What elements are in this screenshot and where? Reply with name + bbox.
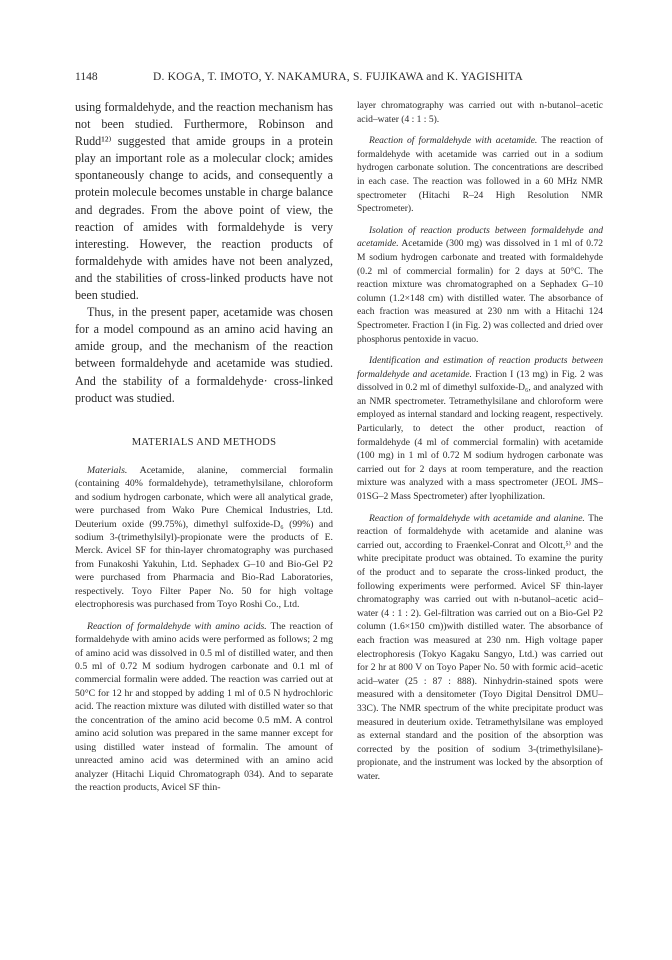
identification-title: Identification and estimation of reaction products between formaldehyde and acetamide. [357, 355, 603, 380]
identification-paragraph [357, 354, 603, 504]
section-heading: MATERIALS AND METHODS [131, 436, 277, 448]
acetamide-paragraph [357, 134, 603, 216]
page-number: 1148 [75, 71, 98, 83]
continued-paragraph: layer chromatography was carried out with n-butanol–acetic acid–water (4 : 1 : 5). [357, 100, 603, 125]
materials-body: Acetamide, alanine, commercial formalin (containing 40% formaldehyde), tetramethylsilane, chloroform and sodium hydrogen carbonate, which were all analytical grade, were purchased from Wako Pure Chemical Industries, Ltd. Deuterium oxide (99.75%), dimethyl sulfoxide-D₆ (99%) and sodium 3-(trimethylsilyl)-propionate were the products of E. Merck. Avicel SF for thin-layer chromatography was purchased from Funakoshi Yakuhin, Ltd. Sephadex G–10 and Bio-Gel P2 were purchased from Pharmacia and Bio-Rad Laboratories, respectively. Toyo Filter Paper No. 50 for high voltage electrophoresis was purchased from Toyo Roshi Co., Ltd. [75, 464, 333, 611]
isolation-title: Isolation of reaction products between formaldehyde and acetamide. [357, 224, 603, 250]
amino-acid-body: The reaction of formaldehyde with amino acids were performed as follows; 2 mg of amino acid was dissolved in 0.5 ml of distilled water, and then 0.5 ml of 0.72 M sodium hydrogen carbonate and 0.1 ml of commercial formalin were added. The reaction was carried out at 50°C for 12 hr and stopped by adding 1 ml of 0.5 N hydrochloric acid. The reaction mixture was diluted with distilled water so that the concentration of the amino acid become 0.5 mM. A control amino acid solution was prepared in the same manner except for using distilled water instead of formalin. The amount of unreacted amino acid was determined with an amino acid analyzer (Hitachi Liquid Chromatograph 034). And to separate the reaction products, Avicel SF thin- [75, 620, 333, 794]
isolation-body: Acetamide (300 mg) was dissolved in 1 ml of 0.72 M sodium hydrogen carbonate and treated with formaldehyde (0.2 ml of commercial formalin) for 2 days at 50°C. The reaction mixture was chromatographed on a Sephadex G–10 column (1.2×148 cm) with distilled water. The absorbance of each fraction was measured at 230 nm with a Hitachi 124 Spectrometer. Fraction I (in Fig. 2) was collected and dried over phosphorus pentoxide in vacuo. [357, 238, 603, 345]
intro-paragraph-2: Thus, in the present paper, acetamide was chosen for a model compound as an amino acid having an amide group, and the mechanism of the reaction between formaldehyde and acetamide was studied. And the stability of a formaldehyde· cross-linked product was studied. [75, 305, 333, 405]
materials-paragraph [75, 464, 333, 612]
alanine-paragraph [357, 512, 603, 784]
left-column [75, 99, 333, 795]
amino-acid-paragraph [75, 620, 333, 795]
materials-title: Materials. [87, 464, 128, 476]
amino-acid-title: Reaction of formaldehyde with amino acids. [87, 620, 267, 632]
acetamide-body: The reaction of formaldehyde with acetamide was carried out in a sodium hydrogen carbonate solution. The concentrations are described in each case. The reaction was followed in a 60 MHz NMR spectrometer (Hitachi R–24 High Resolution NMR Spectrometer). [357, 135, 604, 215]
intro-paragraph-1: using formaldehyde, and the reaction mechanism has not been studied. Furthermore, Robinson and Rudd¹²⁾ suggested that amide groups in a protein play an important role as a molecular clock; amides spontaneously change to acids, and consequently a protein molecule becomes unstable in charge balance and degrades. From the above point of view, the reaction of amides with formaldehyde is very interesting. However, the reaction products of formaldehyde with amides have not been analyzed, and the stabilities of cross-linked products have not been studied. [75, 100, 333, 303]
running-title: D. KOGA, T. IMOTO, Y. NAKAMURA, S. FUJIKAWA and K. YAGISHITA [152, 71, 524, 83]
alanine-body: The reaction of formaldehyde with acetamide and alanine was carried out, according to Fraenkel-Conrat and Olcott,⁵⁾ and the white precipitate product was obtained. To examine the purity of the product and to separate the cross-linked product, the following experiments were performed. Avicel SF thin-layer chromatography was carried out with n-butanol–acetic acid–water (4 : 1 : 2). Gel-filtration was carried out on a Bio-Gel P2 column (1.6×150 cm))with distilled water. The absorbance of each fraction was measured at 230 nm. High voltage paper electrophoresis (Tokyo Kagaku Sangyo, Ltd.) was carried out for 2 hr at 800 V on Toyo Paper No. 50 with formic acid–acetic acid–water (25 : 87 : 888). Ninhydrin-stained spots were measured with a densitometer (Toyo Digital Densitrol DMU–33C). The NMR spectrum of the white precipitate product was measured in deuterium oxide. Tetramethylsilane was employed as external standard and the position of the absorption was corrected by the position of sodium 3-(trimethylsilane)-propionate, and the instrument was locked by the absorption of water. [357, 512, 603, 782]
right-column [357, 99, 603, 784]
identification-body: Fraction I (13 mg) in Fig. 2 was dissolved in 0.2 ml of dimethyl sulfoxide-D₆, and analyzed with an NMR spectrometer. Tetramethylsilane and chloroform were employed as internal standard and locking reagent, respectively. Particularly, to detect the other product, reaction of formaldehyde (4 ml of commercial formalin) with acetamide (100 mg) in 1 ml of 0.72 M sodium hydrogen carbonate was carried out for 2 days at room temperature, and the reaction mixture was analyzed with a mass spectrometer (JEOL JMS–01SG–2 Mass Spectrometer) after lyophilization. [357, 368, 603, 503]
acetamide-title: Reaction of formaldehyde with acetamide. [369, 135, 538, 147]
isolation-paragraph [357, 224, 603, 346]
alanine-title: Reaction of formaldehyde with acetamide and alanine. [369, 512, 585, 524]
page-header [75, 71, 601, 89]
